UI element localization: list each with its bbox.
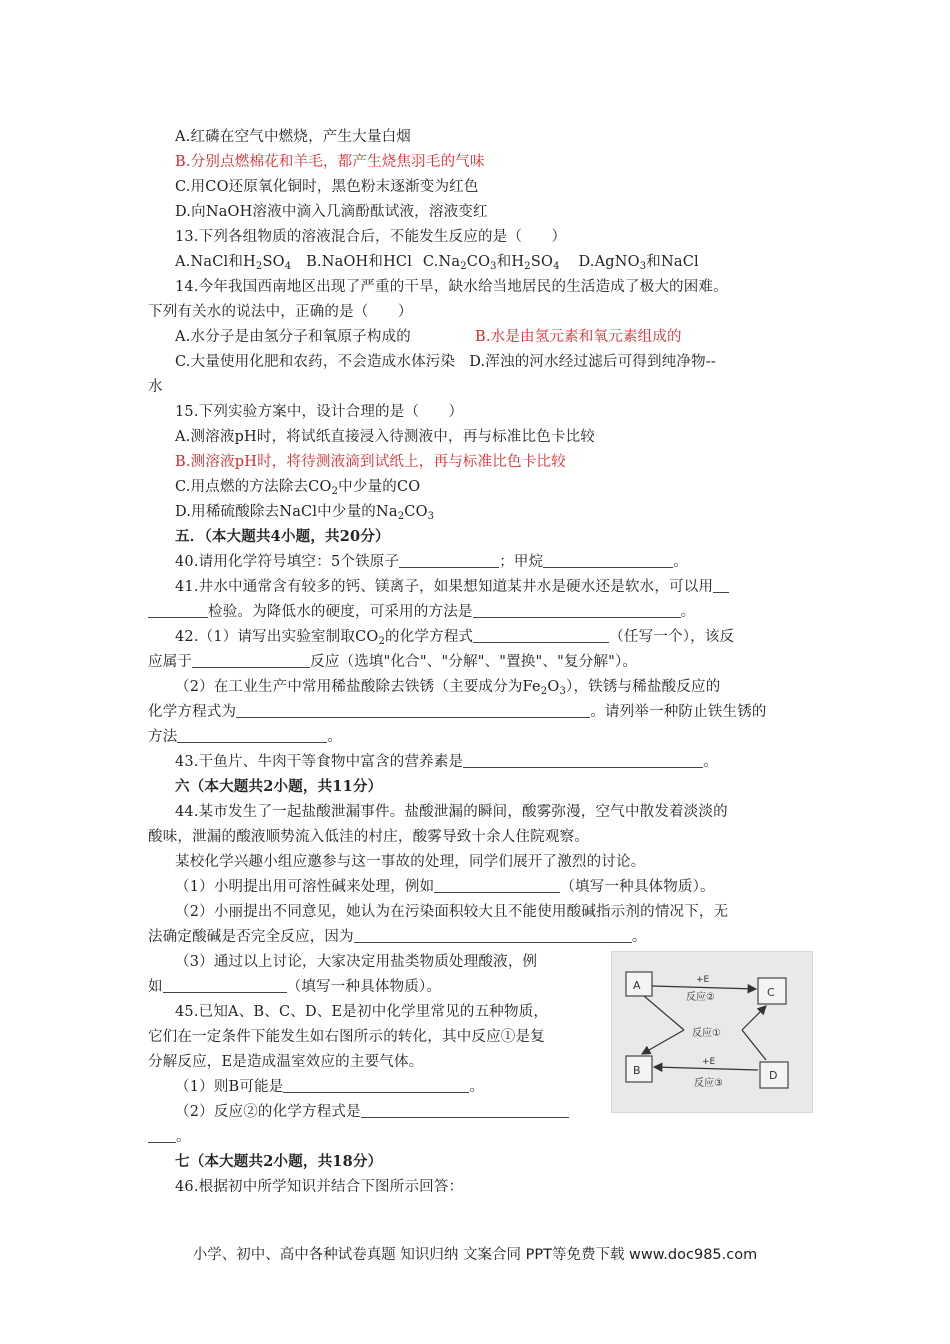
box-c-label: C (767, 986, 775, 999)
q15-option-b-answer: B.测溶液pH时，将待测液滴到试纸上，再与标准比色卡比较 (175, 454, 566, 470)
q44-line5: （2）小丽提出不同意见，她认为在污染面积较大且不能使用酸碱指示剂的情况下，无 (175, 904, 729, 920)
arrow-a-to-b (644, 996, 684, 1030)
label-reaction-2: 反应② (686, 992, 715, 1003)
arrow-d-to-c (742, 1030, 766, 1060)
q15-stem: 15.下列实验方案中，设计合理的是（ ） (175, 404, 464, 420)
q45-line6: 。 (148, 1127, 191, 1147)
q14-option-d-cont: 水 (148, 379, 163, 395)
q45-line3: 分解反应，E是造成温室效应的主要气体。 (148, 1054, 424, 1070)
q42-line1: 42.（1）请写出实验室制取$CO_2$的化学方程式 （任写一个），该反 (175, 629, 735, 647)
q45-line1: 45.已知A、B、C、D、E是初中化学里常见的五种物质， (175, 1004, 549, 1020)
label-reaction-3: 反应③ (694, 1078, 723, 1089)
q15-option-a: A.测溶液pH时，将试纸直接浸入待测液中，再与标准比色卡比较 (175, 429, 596, 445)
section5-title: 五．（本大题共4小题，共20分） (175, 528, 390, 545)
page-footer: 小学、初中、高中各种试卷真题 知识归纳 文案合同 PPT等免费下载 www.doc985.com (192, 1247, 758, 1263)
q44-line2: 酸味，泄漏的酸液顺势流入低洼的村庄，酸雾导致十余人住院观察。 (148, 829, 589, 845)
q14-stem-line1: 14.今年我国西南地区出现了严重的干旱，缺水给当地居民的生活造成了极大的困难。 (175, 279, 728, 295)
q45-line5: （2）反应②的化学方程式是 (175, 1102, 569, 1122)
q15-option-c: C.用点燃的方法除去$CO_2$中少量的CO (175, 479, 421, 497)
q13-options: A.NaCl和$H_2SO_4$ B.NaOH和HCl $C.Na_2CO_3$和$H_2SO_4$ D.AgNO$_3$和NaCl (175, 254, 699, 272)
q46-stem: 46.根据初中所学知识并结合下图所示回答： (175, 1179, 464, 1195)
q44-line4: （1）小明提出用可溶性碱来处理，例如 （填写一种具体物质）。 (175, 879, 715, 895)
q13-stem: 13.下列各组物质的溶液混合后，不能发生反应的是（ ） (175, 229, 567, 245)
q44-line7: （3）通过以上讨论，大家决定用盐类物质处理酸液，例 (175, 954, 538, 970)
box-a-label: A (633, 979, 641, 992)
q12-option-a: A.红磷在空气中燃烧，产生大量白烟 (175, 129, 411, 145)
q12-option-d: D.向NaOH溶液中滴入几滴酚酞试液，溶液变红 (175, 204, 488, 220)
q41-line1: 41.井水中通常含有较多的钙、镁离子，如果想知道某井水是硬水还是软水，可以用 (175, 577, 729, 597)
q44-line8: 如 （填写一种具体物质）。 (148, 979, 442, 995)
reaction-diagram (611, 951, 813, 1113)
q44-line1: 44.某市发生了一起盐酸泄漏事件。盐酸泄漏的瞬间，酸雾弥漫，空气中散发着淡淡的 (175, 804, 728, 820)
q44-line6: 法确定酸碱是否完全反应，因为 。 (148, 929, 647, 945)
box-d-label: D (769, 1069, 778, 1082)
section6-title: 六（本大题共2小题，共11分） (175, 778, 383, 795)
q14-options-cd: C.大量使用化肥和农药，不会造成水体污染 D.浑浊的河水经过滤后可得到纯净物-- (175, 354, 717, 370)
box-b-label: B (633, 1064, 641, 1077)
q42-line4: 化学方程式为 。请列举一种防止铁生锈的 (148, 704, 767, 720)
label-bottom-e: +E (702, 1057, 716, 1067)
q14-options-ab: A.水分子是由氢分子和氧原子构成的 B.水是由氢元素和氧元素组成的 (175, 329, 682, 345)
q41-line2: 检验。为降低水的硬度，可采用的方法是 。 (148, 602, 695, 622)
q12-option-c: C.用CO还原氧化铜时，黑色粉末逐渐变为红色 (175, 179, 479, 195)
q14-stem-line2: 下列有关水的说法中，正确的是（ ） (148, 304, 413, 320)
q15-option-d: D.用稀硫酸除去NaCl中少量的$Na_2CO_3$ (175, 504, 435, 522)
q42-line3: （2）在工业生产中常用稀盐酸除去铁锈（主要成分为$Fe_2O_3$），铁锈与稀盐酸反应的 (175, 679, 721, 697)
arrow-a-to-c (652, 986, 756, 989)
q12-option-b-answer: B.分别点燃棉花和羊毛，都产生烧焦羽毛的气味 (175, 154, 485, 170)
section7-title: 七（本大题共2小题，共18分） (175, 1153, 383, 1170)
q45-line2: 它们在一定条件下能发生如右图所示的转化，其中反应①是复 (148, 1029, 545, 1045)
q40: 40.请用化学符号填空：5个铁原子 ；甲烷 。 (175, 554, 688, 570)
q43: 43.干鱼片、牛肉干等食物中富含的营养素是 。 (175, 754, 718, 770)
label-top-e: +E (696, 975, 710, 985)
q14-option-b-answer: B.水是由氢元素和氧元素组成的 (474, 329, 682, 345)
q44-line3: 某校化学兴趣小组应邀参与这一事故的处理，同学们展开了激烈的讨论。 (175, 854, 646, 870)
arrow-d-to-b (654, 1067, 758, 1070)
q42-line2: 应属于 反应（选填"化合"、"分解"、"置换"、"复分解"）。 (148, 654, 638, 670)
q42-line5: 方法 。 (148, 729, 343, 745)
q45-line4: （1）则B可能是 。 (175, 1079, 485, 1095)
label-reaction-1: 反应① (692, 1028, 721, 1039)
